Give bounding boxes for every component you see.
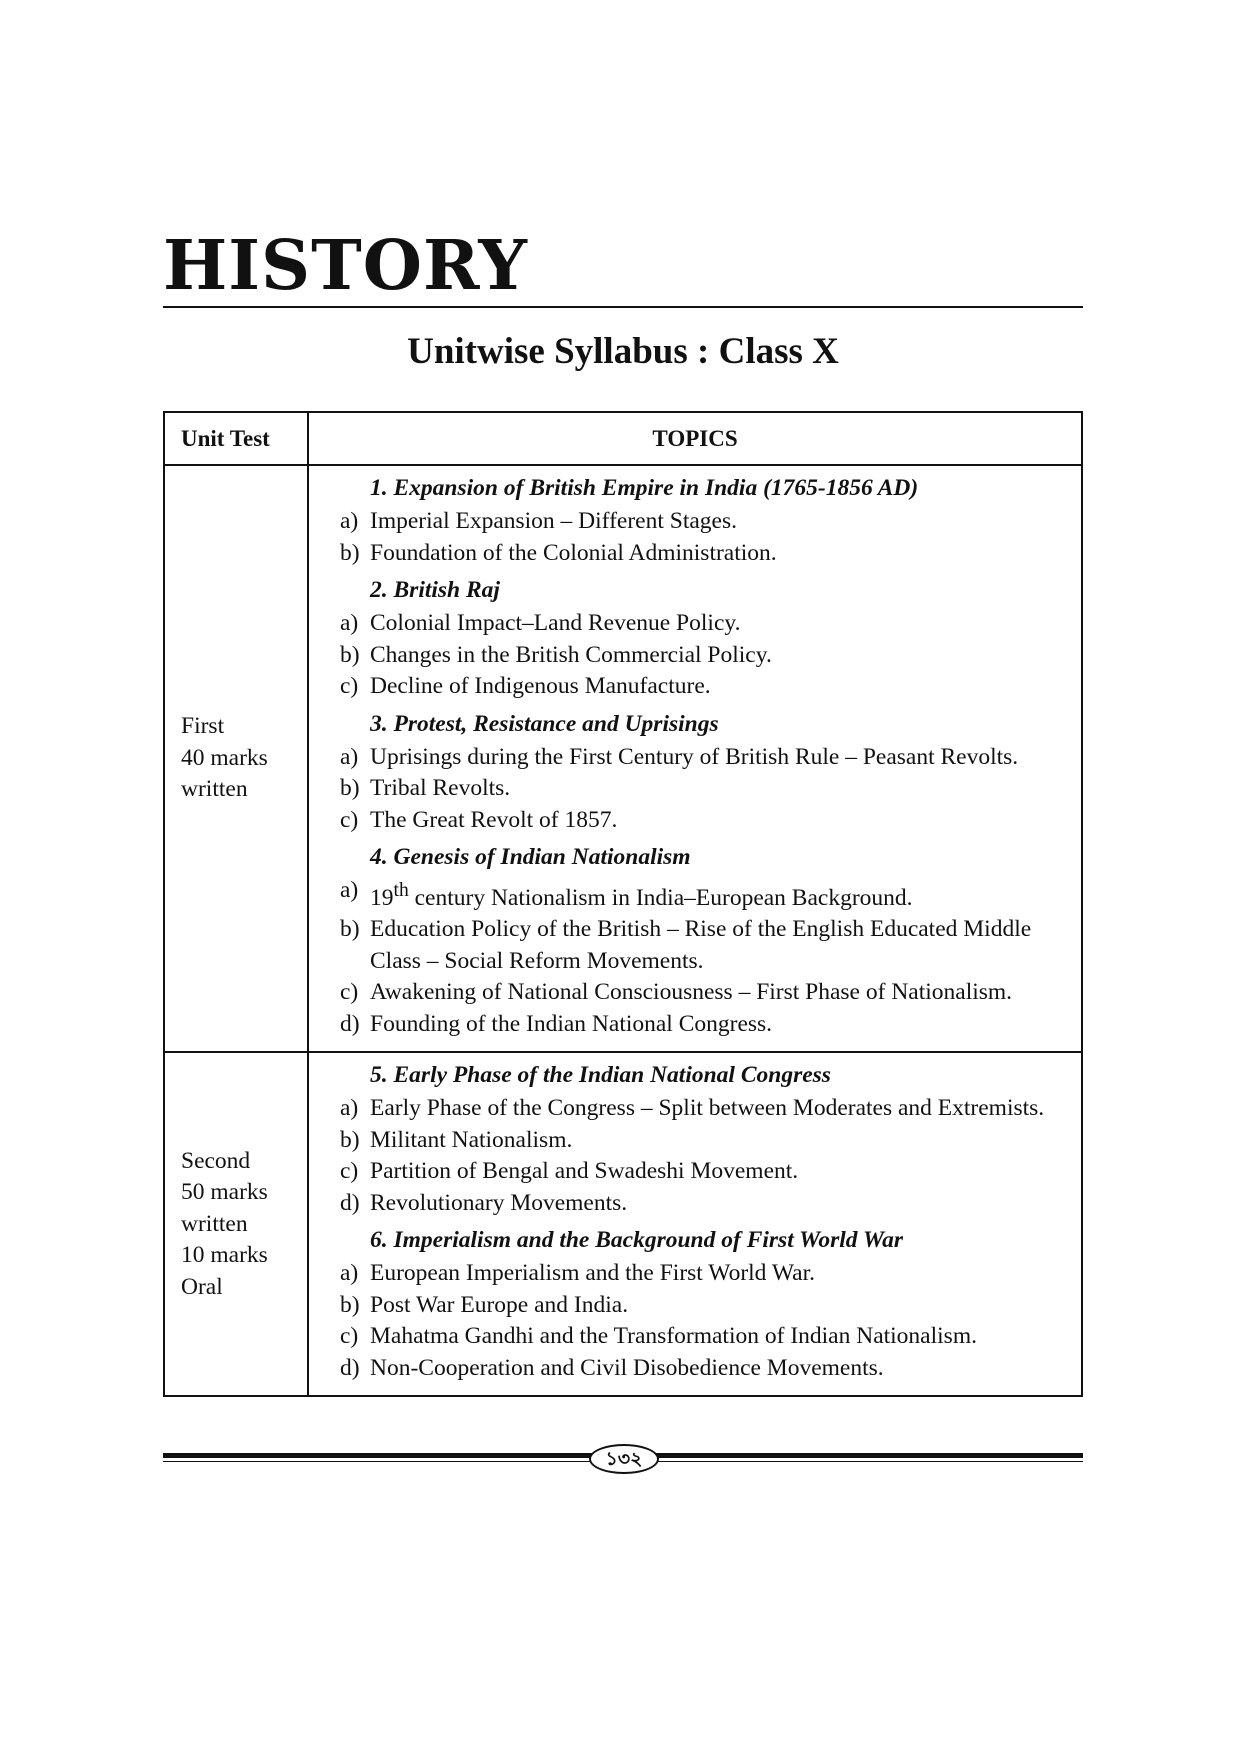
item-marker: a) — [340, 877, 359, 903]
item-text: Tribal Revolts. — [370, 775, 511, 801]
item-marker: b) — [340, 775, 360, 801]
list-item — [340, 671, 1071, 703]
item-text: Mahatma Gandhi and the Transformation of Indian Nationalism. — [370, 1323, 977, 1350]
item-text-superscript: th — [393, 880, 409, 901]
item-text: Founding of the Indian National Congress. — [370, 1010, 773, 1037]
list-item — [340, 977, 1071, 1009]
item-text: Post War Europe and India. — [370, 1291, 629, 1318]
list-item — [340, 608, 1071, 640]
topic-title: 3. Protest, Resistance and Uprisings — [370, 710, 719, 737]
topic-title: 2. British Raj — [370, 577, 500, 603]
item-marker: b) — [340, 916, 360, 943]
list-item — [340, 875, 1071, 914]
list-item — [340, 506, 1071, 538]
unit-test-cell — [164, 1052, 308, 1396]
item-text-number: 19 — [370, 884, 394, 911]
syllabus-table — [163, 411, 1083, 1397]
title-divider — [163, 306, 1083, 308]
item-marker: c) — [340, 1158, 359, 1185]
list-item — [340, 1188, 1071, 1220]
item-marker: a) — [340, 610, 359, 636]
unit-test-line: 40 marks — [181, 744, 268, 771]
subject-title: HISTORY — [163, 226, 528, 306]
topics-cell — [308, 1052, 1082, 1396]
item-text: Awakening of National Consciousness – First Phase of Nationalism. — [370, 979, 1013, 1006]
item-text: Changes in the British Commercial Policy. — [370, 641, 772, 668]
item-text: Partition of Bengal and Swadeshi Movement. — [370, 1158, 799, 1185]
column-header-topics: TOPICS — [308, 412, 1082, 465]
unit-test-line: First — [181, 713, 225, 740]
list-item — [340, 805, 1071, 837]
topic-list — [340, 1258, 1071, 1384]
item-marker: c) — [340, 1323, 359, 1350]
item-text: Foundation of the Colonial Administration. — [370, 539, 777, 566]
item-text: Early Phase of the Congress – Split between Moderates and Extremists. — [370, 1095, 1045, 1122]
item-marker: d) — [340, 1189, 360, 1216]
item-text: Uprisings during the First Century of British Rule – Peasant Revolts. — [370, 743, 1019, 770]
page-number: ১৩২ — [589, 1444, 659, 1474]
topic-list — [340, 506, 1071, 569]
topic-list — [340, 608, 1071, 703]
item-marker: a) — [340, 1095, 359, 1122]
table-row — [164, 1052, 1082, 1396]
item-marker: d) — [340, 1010, 360, 1037]
column-header-unit-test: Unit Test — [164, 412, 308, 465]
unit-test-line: 50 marks — [181, 1179, 268, 1206]
topic-title: 5. Early Phase of the Indian National Congress — [370, 1062, 831, 1089]
list-item — [340, 1290, 1071, 1322]
topic-title: 1. Expansion of British Empire in India (1765-1856 AD) — [370, 475, 919, 501]
list-item — [340, 1258, 1071, 1290]
item-marker: a) — [340, 1260, 359, 1287]
topic-list — [340, 1093, 1071, 1219]
unit-test-line: 10 marks — [181, 1242, 268, 1269]
item-marker: c) — [340, 979, 359, 1006]
item-marker: c) — [340, 673, 359, 699]
unit-test-line: Second — [181, 1147, 251, 1174]
item-marker: a) — [340, 743, 359, 770]
topic-list — [340, 742, 1071, 837]
unit-test-line: Oral — [181, 1273, 223, 1300]
item-text: Non-Cooperation and Civil Disobedience Movements. — [370, 1354, 884, 1381]
item-text: The Great Revolt of 1857. — [370, 806, 618, 833]
topic-list — [340, 875, 1071, 1040]
list-item — [340, 742, 1071, 774]
syllabus-body — [164, 465, 1082, 1396]
list-item — [340, 538, 1071, 570]
item-text: Militant Nationalism. — [370, 1126, 573, 1153]
list-item — [340, 1093, 1071, 1125]
unit-test-cell — [164, 465, 308, 1052]
list-item — [340, 1156, 1071, 1188]
list-item — [340, 1353, 1071, 1385]
item-marker: b) — [340, 1291, 360, 1318]
table-row — [164, 465, 1082, 1052]
syllabus-heading: Unitwise Syllabus : Class X — [407, 331, 839, 372]
item-text: Imperial Expansion – Different Stages. — [370, 508, 737, 534]
item-marker: b) — [340, 539, 360, 566]
item-text: Colonial Impact–Land Revenue Policy. — [370, 610, 741, 636]
topic-title: 4. Genesis of Indian Nationalism — [370, 844, 691, 870]
list-item — [340, 1009, 1071, 1041]
item-text: Education Policy of the British – Rise of the English Educated Middle Class – Social Reform Movements. — [370, 916, 1032, 974]
item-text: century Nationalism in India–European Background. — [408, 884, 913, 911]
item-text: Decline of Indigenous Manufacture. — [370, 673, 711, 699]
unit-test-line: written — [181, 1210, 248, 1237]
topic-title: 6. Imperialism and the Background of First World War — [370, 1227, 903, 1254]
item-text: Revolutionary Movements. — [370, 1189, 628, 1216]
topics-cell — [308, 465, 1082, 1052]
item-marker: c) — [340, 806, 359, 833]
item-marker: b) — [340, 1126, 360, 1153]
list-item — [340, 640, 1071, 672]
item-marker: b) — [340, 641, 360, 668]
list-item — [340, 1125, 1071, 1157]
page-footer — [163, 1444, 1083, 1474]
unit-test-line: written — [181, 776, 248, 803]
list-item — [340, 914, 1071, 977]
item-marker: a) — [340, 508, 359, 534]
list-item — [340, 773, 1071, 805]
list-item — [340, 1321, 1071, 1353]
item-marker: d) — [340, 1354, 360, 1381]
table-header-row — [164, 412, 1082, 465]
item-text: European Imperialism and the First World War. — [370, 1260, 816, 1287]
